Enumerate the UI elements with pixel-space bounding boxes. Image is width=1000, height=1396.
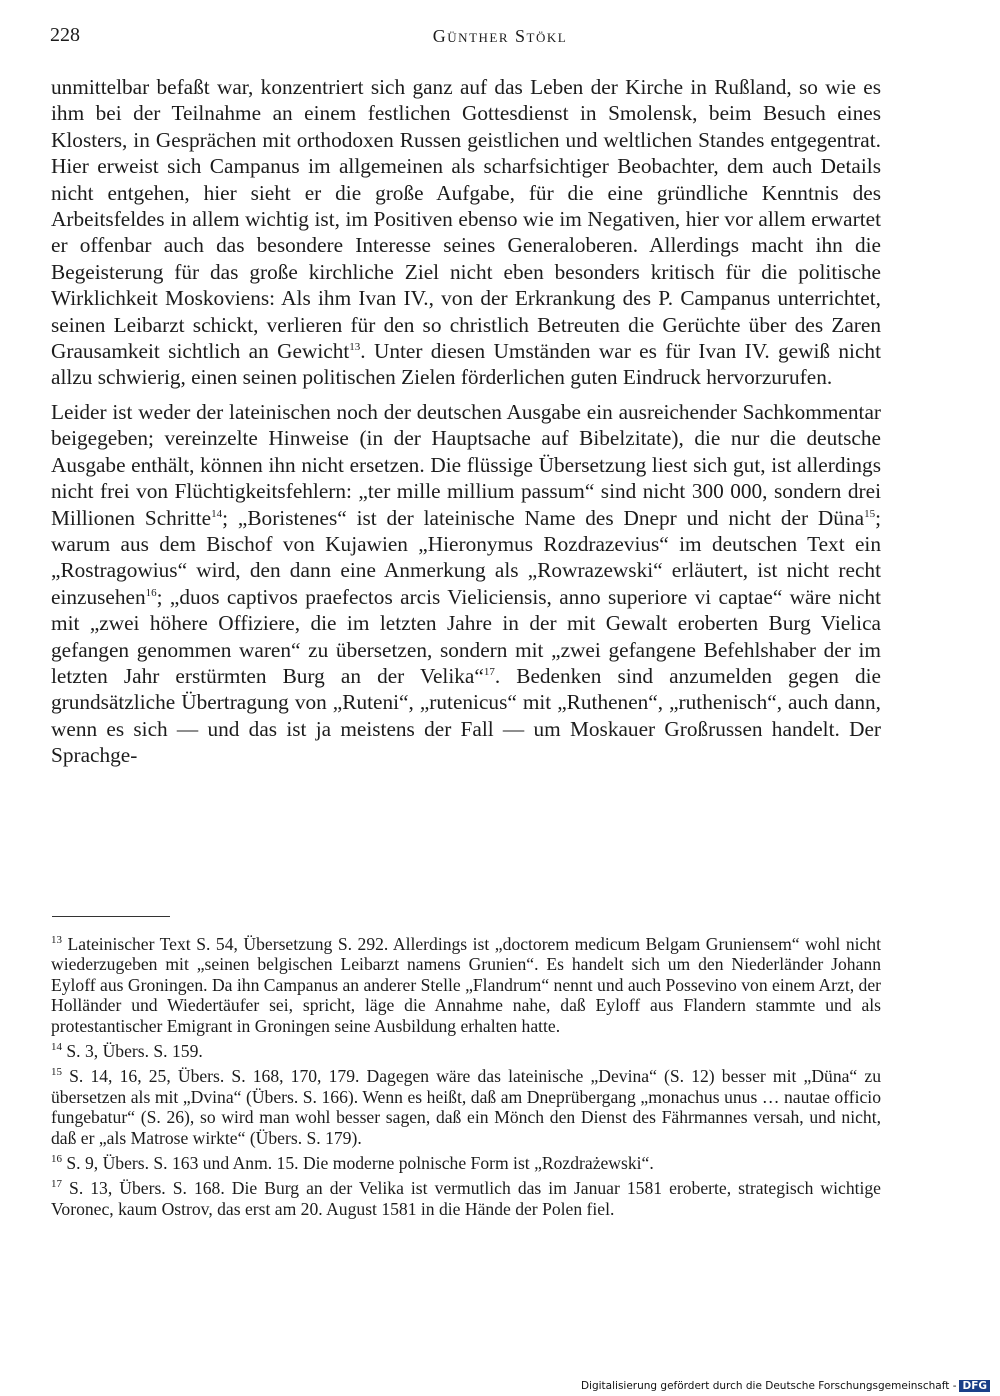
- dfg-logo: DFG: [959, 1380, 990, 1392]
- paragraph-text: ; „duos captivos praefectos arcis Vieliciensis, anno superiore vi captae“ wäre nicht mit „zwei höhere Offiziere, die im letzten Jahre in der mit Gewalt eroberten Burg Vielica gefangen genommen waren“ zu übersetzen, sondern mit „zwei gefangene Befehlshaber der im letzten Jahr erstürmten Burg an der Velika“: [51, 584, 881, 688]
- paragraph-text: unmittelbar befaßt war, konzentriert sich ganz auf das Leben der Kirche in Rußland, so wie es ihm bei der Teilnahme an einem festlichen Gottesdienst in Smolensk, beim Besuch eines Klosters, in Gesprächen mit orthodoxen Russen geistlichen und weltlichen Standes entgegentrat. Hier erweist sich Campanus im allgemeinen als scharfsichtiger Beobachter, dem auch Details nicht entgehen, hier sieht er die große Aufgabe, für die eine gründliche Kenntnis des Arbeitsfeldes in allem wichtig ist, im Positiven ebenso wie im Negativen, hier vor allem erwartet er offenbar auch das besondere Interesse seines Generaloberen. Allerdings macht ihn die Begeisterung für das große kirchliche Ziel nicht eben besonders kritisch für die politische Wirklichkeit Moskoviens: Als ihm Ivan IV., von der Erkrankung des P. Campanus unterrichtet, seinen Leibarzt schickt, verlieren für den so christlich Betreuten die Gerüchte über des Zaren Grausamkeit sichtlich an Gewicht: [51, 75, 881, 364]
- footnote: [51, 1178, 881, 1219]
- footnote-ref: 14: [211, 507, 223, 520]
- footnote-number: 13: [51, 934, 62, 947]
- footnote: [51, 1066, 881, 1148]
- body-text: [51, 74, 881, 769]
- footnote: [51, 934, 881, 1036]
- footnote: [51, 1153, 881, 1173]
- footnote-ref: 16: [145, 586, 157, 599]
- footnote-text: S. 14, 16, 25, Übers. S. 168, 170, 179. Dagegen wäre das lateinische „Devina“ (S. 12) besser mit „Düna“ zu übersetzen als mit „Dvina“ (Übers. S. 166). Wenn es heißt, daß am Dneprübergang „monachus unus … nautae officio fungebatur“ (S. 26), so wird man wohl besser sagen, daß ein Mönch den Dienst des Fährmannes versah, und nicht, daß er „als Matrose wirkte“ (Übers. S. 179).: [51, 1066, 881, 1148]
- footnote-number: 17: [51, 1178, 62, 1191]
- paragraph-text: ; „Boristenes“ ist der lateinische Name des Dnepr und nicht der Düna: [222, 505, 865, 530]
- footnote-text: S. 13, Übers. S. 168. Die Burg an der Velika ist vermutlich das im Januar 1581 eroberte, strategisch wichtige Voronec, kaum Ostrov, das erst am 20. August 1581 in die Hände der Polen fiel.: [51, 1178, 881, 1219]
- paragraph-text: . Bedenken sind anzumelden gegen die grundsätzliche Übertragung von „Ruteni“, „rutenicus“ mit „Ruthenen“, „ruthenisch“, auch dann, wenn es sich — und das ist ja meistens der Fall — um Moskauer Großrussen handelt. Der Sprachge-: [51, 663, 882, 768]
- footnote-divider: [52, 916, 170, 917]
- footnote-text: S. 9, Übers. S. 163 und Anm. 15. Die moderne polnische Form ist „Rozdrażewski“.: [62, 1153, 654, 1174]
- footnote-text: S. 3, Übers. S. 159.: [62, 1041, 203, 1062]
- footnote-text: Lateinischer Text S. 54, Übersetzung S. 292. Allerdings ist „doctorem medicum Belgam Gruniensem“ wohl nicht wiederzugeben mit „seinen belgischen Leibarzt namens Grunien“. Es handelt sich um den Niederländer Johann Eyloff aus Groningen. Da ihn Campanus an anderer Stelle „Flandrum“ nennt und auch Possevino von einem Arzt, der Holländer und Wiedertäufer sei, spricht, läge die Annahme nahe, daß Eyloff aus Flandern stammte und als protestantischer Emigrant in Groningen seine Ausbildung erhalten hatte.: [51, 934, 881, 1036]
- footnote-ref: 13: [349, 340, 361, 353]
- digitization-banner: [581, 1380, 990, 1392]
- footnote-number: 14: [51, 1041, 62, 1054]
- paragraph-text: Leider ist weder der lateinischen noch der deutschen Ausgabe ein ausreichender Sachkommentar beigegeben; vereinzelte Hinweise (in der Hauptsache auf Bibelzitate), die nur die deutsche Ausgabe enthält, können ihn nicht ersetzen. Die flüssige Übersetzung liest sich gut, ist allerdings nicht frei von Flüchtigkeitsfehlern: „ter mille millium passum“ sind nicht 300 000, sondern drei Millionen Schritte: [51, 399, 881, 530]
- footnote-number: 16: [51, 1153, 62, 1166]
- paragraph-text: . Unter diesen Umständen war es für Ivan IV. gewiß nicht allzu schwierig, einen seinen politischen Zielen förderlichen guten Eindruck hervorzurufen.: [51, 339, 881, 390]
- running-head: Günther Stökl: [432, 26, 568, 46]
- banner-text: Digitalisierung gefördert durch die Deutsche Forschungsgemeinschaft -: [580, 1380, 957, 1392]
- body-paragraph: [51, 399, 881, 769]
- footnote-ref: 17: [483, 665, 495, 678]
- footnote-ref: 15: [864, 507, 876, 520]
- footnote: [51, 1041, 881, 1061]
- body-paragraph: [51, 74, 881, 391]
- page-number: 228: [50, 24, 80, 46]
- footnote-number: 15: [51, 1066, 62, 1079]
- paragraph-text: ; warum aus dem Bischof von Kujawien „Hieronymus Rozdrazevius“ im deutschen Text ein „Rostragowius“ wird, den dann eine Anmerkung als „Rowrazewski“ erläutert, ist nicht recht einzusehen: [51, 505, 881, 609]
- footnotes: [51, 934, 881, 1224]
